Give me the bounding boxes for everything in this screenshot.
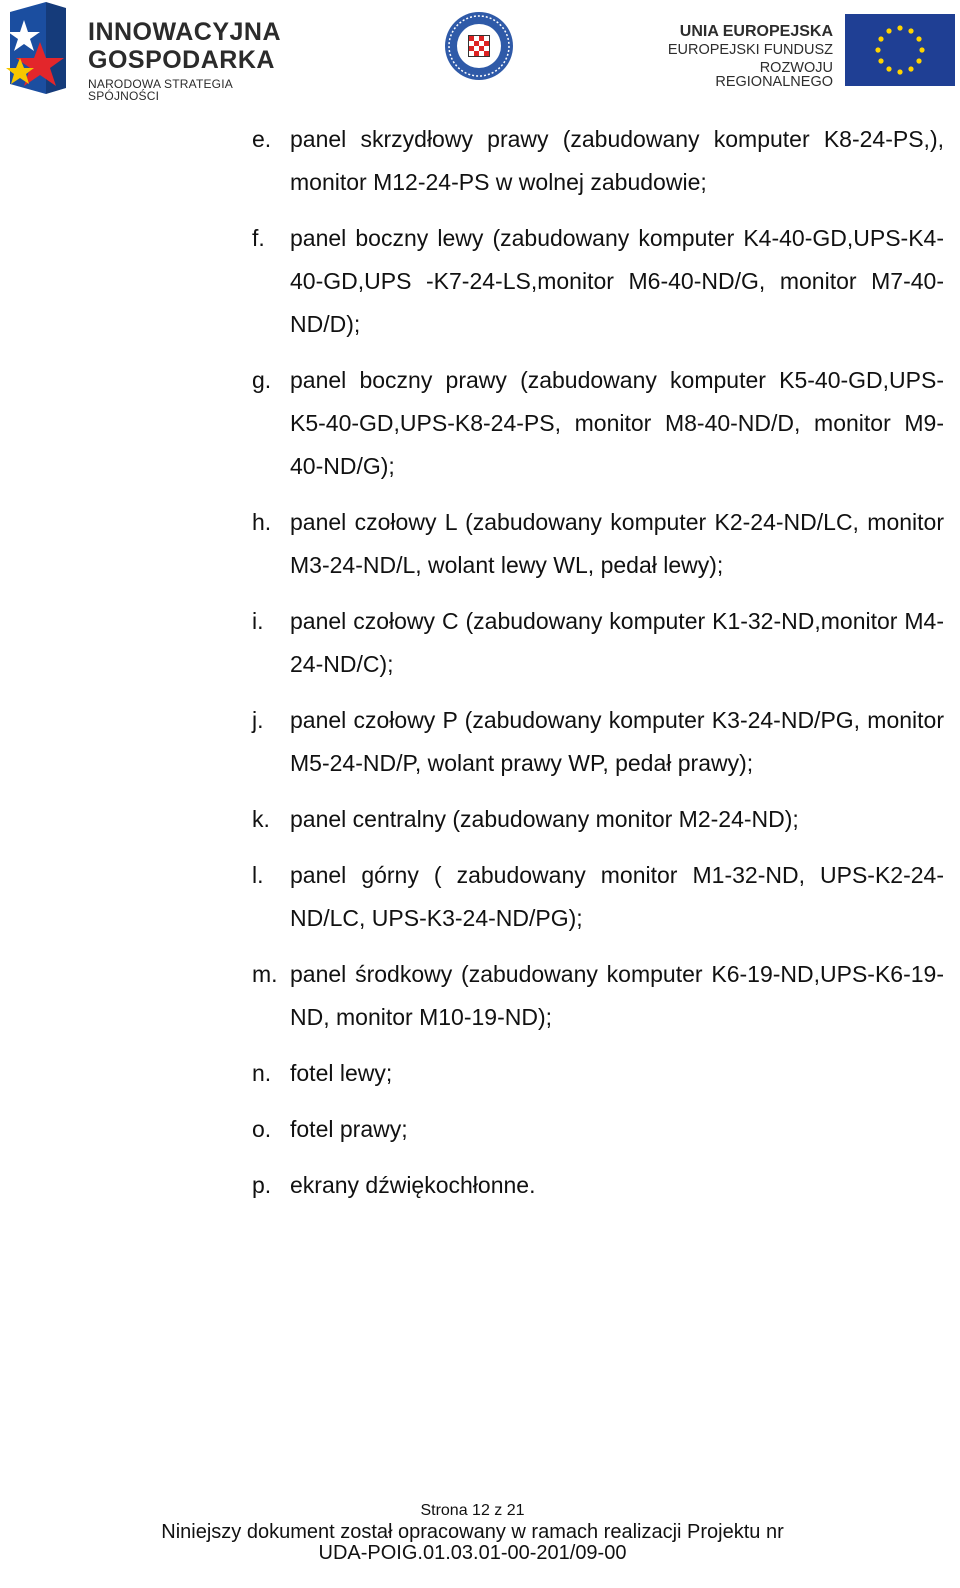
list-marker: l.	[252, 862, 264, 888]
footer-line2: UDA-POIG.01.03.01-00-201/09-00	[318, 1541, 627, 1564]
list-item-text: panel centralny (zabudowany monitor M2-24-ND);	[290, 806, 799, 832]
footer-line1: Niniejszy dokument został opracowany w ramach realizacji Projektu nr	[161, 1520, 784, 1543]
list-item-text: ekrany dźwiękochłonne.	[290, 1172, 536, 1198]
eu-logo-line3: ROZWOJU REGIONALNEGO	[715, 59, 833, 90]
list-item-text: panel boczny prawy (zabudowany komputer K5-40-GD,UPS-K5-40-GD,UPS-K8-24-PS, monitor M8-40-ND/D, monitor M9-40-ND/G);	[290, 367, 944, 479]
equipment-list	[252, 118, 944, 1220]
ig-logo-line2: GOSPODARKA	[88, 46, 275, 74]
innowacyjna-gospodarka-logo	[6, 2, 296, 103]
list-marker: m.	[252, 961, 278, 987]
list-marker: f.	[252, 225, 265, 251]
list-marker: e.	[252, 126, 272, 152]
list-item-text: fotel lewy;	[290, 1060, 393, 1086]
list-item	[252, 600, 944, 686]
list-marker: k.	[252, 806, 270, 832]
list-item	[252, 1164, 944, 1207]
institute-seal-logo	[443, 10, 515, 82]
list-item	[252, 1052, 944, 1095]
list-item-text: panel środkowy (zabudowany komputer K6-19-ND,UPS-K6-19-ND, monitor M10-19-ND);	[290, 961, 944, 1030]
list-item-text: fotel prawy;	[290, 1116, 408, 1142]
list-item	[252, 501, 944, 587]
list-item-text: panel czołowy C (zabudowany komputer K1-32-ND,monitor M4-24-ND/C);	[290, 608, 944, 677]
list-item-text: panel górny ( zabudowany monitor M1-32-ND, UPS-K2-24-ND/LC, UPS-K3-24-ND/PG);	[290, 862, 944, 931]
list-item	[252, 854, 944, 940]
page-footer	[0, 1503, 945, 1564]
list-marker: i.	[252, 608, 264, 634]
eu-logo	[640, 14, 955, 89]
list-marker: p.	[252, 1172, 272, 1198]
list-marker: n.	[252, 1060, 272, 1086]
ig-logo-line1: INNOWACYJNA	[88, 18, 282, 46]
list-item-text: panel czołowy L (zabudowany komputer K2-24-ND/LC, monitor M3-24-ND/L, wolant lewy WL, pedał lewy);	[290, 509, 944, 578]
ig-logo-line3: NARODOWA STRATEGIA SPÓJNOŚCI	[88, 77, 233, 103]
list-marker: j.	[252, 707, 264, 733]
eu-flag-icon	[845, 14, 955, 86]
list-item	[252, 798, 944, 841]
list-item	[252, 359, 944, 488]
list-marker: h.	[252, 509, 272, 535]
list-item	[252, 953, 944, 1039]
list-item-text: panel boczny lewy (zabudowany komputer K4-40-GD,UPS-K4-40-GD,UPS -K7-24-LS,monitor M6-40-ND/G, monitor M7-40-ND/D);	[290, 225, 944, 337]
list-item	[252, 217, 944, 346]
list-item	[252, 118, 944, 204]
list-item	[252, 699, 944, 785]
ig-star-icon	[6, 2, 82, 94]
eu-logo-line2: EUROPEJSKI FUNDUSZ	[667, 42, 833, 58]
list-marker: g.	[252, 367, 272, 393]
list-item	[252, 1108, 944, 1151]
list-marker: o.	[252, 1116, 272, 1142]
eu-logo-line1: UNIA EUROPEJSKA	[679, 23, 833, 40]
list-item-text: panel czołowy P (zabudowany komputer K3-24-ND/PG, monitor M5-24-ND/P, wolant prawy WP, pedał prawy);	[290, 707, 944, 776]
institute-seal-icon	[443, 10, 515, 82]
list-item-text: panel skrzydłowy prawy (zabudowany komputer K8-24-PS,), monitor M12-24-PS w wolnej zabudowie;	[290, 126, 944, 195]
page-number: Strona 12 z 21	[420, 1502, 525, 1519]
page-header	[0, 0, 960, 103]
